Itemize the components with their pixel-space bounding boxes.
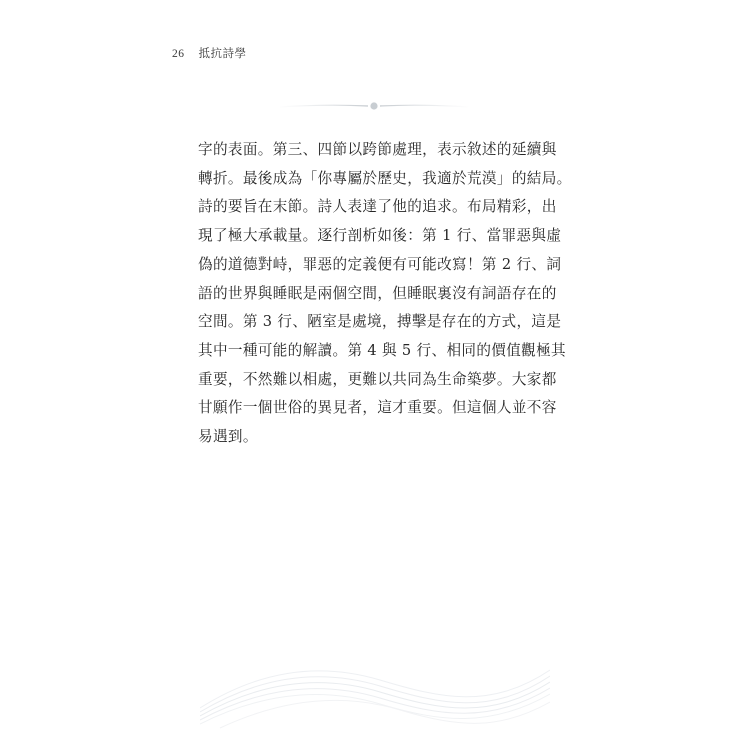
book-title: 抵抗詩學 [198,46,247,60]
footer-wave-decoration [200,640,550,730]
text-line: 易遇到。 [198,428,258,446]
text-line: 甘願作一個世俗的異見者，這才重要。但這個人並不容 [198,399,557,417]
page-number: 26 [172,48,185,60]
header-divider-ornament [276,98,472,114]
text-line: 字的表面。第三、四節以跨節處理，表示敘述的延續與 [198,141,557,158]
text-line: 轉折。最後成為「你專屬於歷史，我適於荒漠」的結局。 [198,169,572,187]
text-line: 偽的道德對峙，罪惡的定義便有可能改寫！第 2 行、詞 [198,255,562,273]
text-line: 重要，不然難以相處，更難以共同為生命築夢。大家都 [198,370,557,388]
text-line: 語的世界與睡眠是兩個空間，但睡眠裏沒有詞語存在的 [198,284,557,302]
text-line: 現了極大承載量。逐行剖析如後：第 1 行、當罪惡與虛 [198,227,562,245]
running-header [172,45,247,61]
text-line: 詩的要旨在末節。詩人表達了他的追求。布局精彩，出 [198,198,557,216]
text-line: 空間。第 3 行、陋室是處境，搏擊是存在的方式，這是 [198,313,562,331]
text-line: 其中一種可能的解讀。第 4 與 5 行、相同的價值觀極其 [198,341,566,359]
body-text [198,136,572,452]
